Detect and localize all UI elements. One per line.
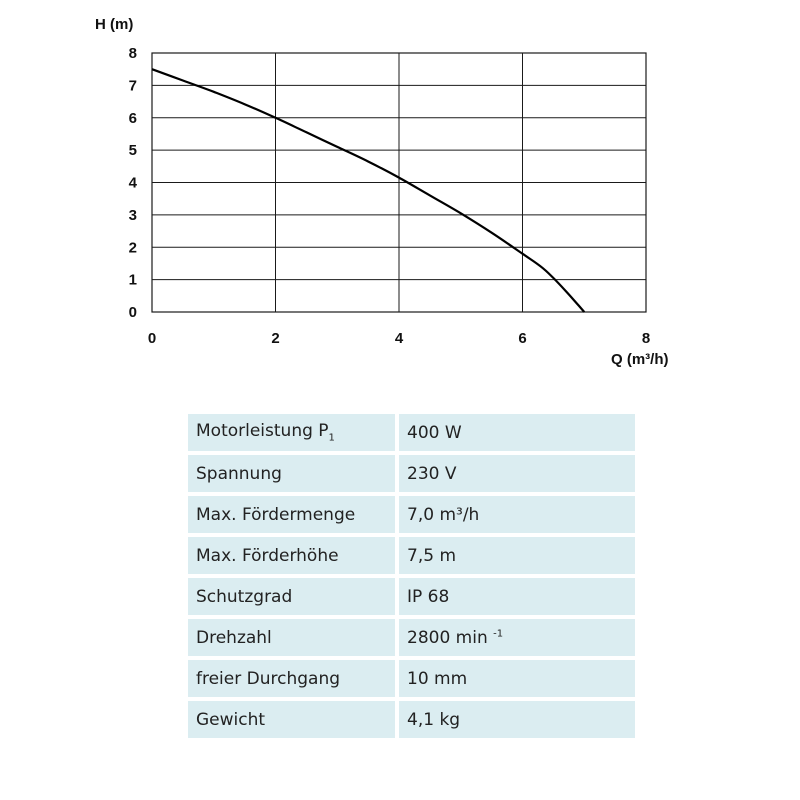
y-tick-label: 3: [128, 206, 137, 224]
spec-row: [188, 453, 635, 494]
spec-value-text: 7,0 m³/h: [407, 504, 480, 525]
x-tick-label: 8: [641, 330, 651, 347]
spec-value: [397, 617, 635, 658]
y-axis-label: H (m): [95, 16, 134, 33]
spec-label-text: Spannung: [196, 463, 282, 484]
spec-row: [188, 494, 635, 535]
spec-value-text: 7,5 m: [407, 545, 456, 566]
spec-label-text: freier Durchgang: [196, 668, 341, 689]
spec-label-text: Schutzgrad: [196, 586, 293, 607]
spec-value-superscript: -1: [493, 627, 504, 639]
x-tick-label: 4: [394, 330, 404, 347]
y-tick-label: 8: [128, 45, 137, 62]
x-axis-label: Q (m³/h): [611, 351, 669, 368]
spec-row: [188, 699, 635, 740]
chart-grid: [152, 53, 646, 312]
spec-value: [397, 699, 635, 740]
spec-label: [188, 658, 397, 699]
spec-label: [188, 494, 397, 535]
spec-label: [188, 414, 397, 453]
y-tick-label: 7: [128, 77, 137, 95]
spec-value-text: 230 V: [407, 463, 457, 484]
y-tick-label: 0: [128, 304, 137, 321]
spec-table: [188, 414, 635, 742]
spec-value: [397, 494, 635, 535]
data-series: [152, 69, 584, 312]
spec-label: [188, 535, 397, 576]
pump-curve-line: [152, 69, 584, 312]
spec-row: [188, 576, 635, 617]
spec-value: [397, 414, 635, 453]
x-tick-label: 0: [147, 330, 157, 347]
spec-label: [188, 699, 397, 740]
y-tick-label: 1: [128, 271, 137, 289]
spec-row: [188, 535, 635, 576]
spec-label-text: Gewicht: [196, 709, 266, 730]
spec-value: [397, 453, 635, 494]
y-tick-label: 2: [128, 239, 137, 257]
spec-value-text: 4,1 kg: [407, 709, 461, 730]
spec-value-text: IP 68: [407, 586, 450, 607]
spec-label-text: Motorleistung P: [196, 421, 329, 442]
spec-label-subscript: 1: [328, 432, 335, 444]
y-tick-label: 6: [128, 109, 137, 127]
pump-curve-chart: [0, 0, 800, 390]
spec-label: [188, 576, 397, 617]
spec-row: [188, 617, 635, 658]
x-tick-label: 6: [518, 330, 527, 347]
spec-label-text: Drehzahl: [196, 627, 272, 648]
spec-label: [188, 453, 397, 494]
y-tick-label: 5: [128, 142, 137, 160]
spec-label-text: Max. Fördermenge: [196, 504, 356, 525]
y-tick-label: 4: [128, 174, 137, 192]
spec-value: [397, 658, 635, 699]
spec-value: [397, 535, 635, 576]
spec-value-text: 400 W: [407, 422, 462, 443]
spec-label: [188, 617, 397, 658]
spec-value: [397, 576, 635, 617]
spec-label-text: Max. Förderhöhe: [196, 545, 339, 566]
spec-value-text: 10 mm: [407, 668, 468, 689]
spec-row: [188, 414, 635, 453]
spec-value-text: 2800 min: [407, 627, 494, 648]
spec-row: [188, 658, 635, 699]
x-tick-label: 2: [271, 330, 280, 347]
